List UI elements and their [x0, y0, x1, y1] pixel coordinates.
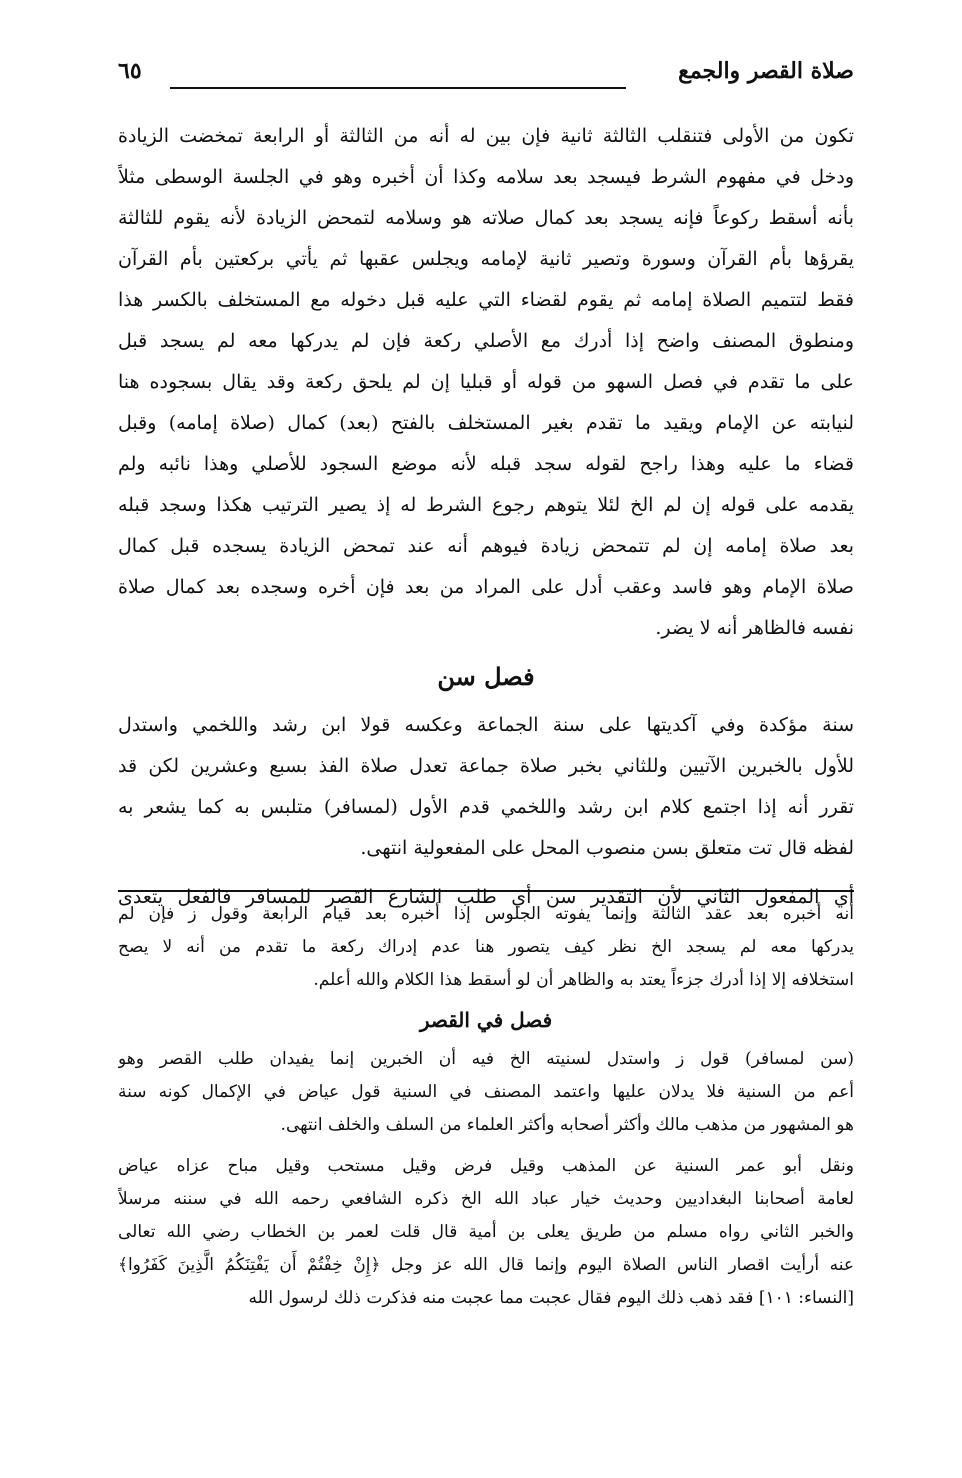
text-line: لنيابته عن الإمام ويقيد ما تقدم بغير المستخلف بالفتح (بعد) كمال (صلاة إمامه) وقبل	[118, 412, 854, 434]
text-line: لفظه قال تت متعلق بسن منصوب المحل على المفعولية انتهى.	[360, 837, 854, 859]
text-line: تقرر أنه إذا اجتمع كلام ابن رشد واللخمي قدم الأول (لمسافر) متلبس به كما يشعر به	[118, 796, 854, 818]
text-line: على ما تقدم في فصل السهو من قوله أو قبليا إن لم يلحق ركعة وقد يقال بسجوده هنا	[118, 371, 854, 393]
main-text	[118, 116, 854, 918]
main-paragraph-1	[118, 116, 854, 649]
text-line: قضاء ما عليه وهذا راجح لقوله سجد قبله لأنه موضع السجود للأصلي وهذا نائبه ولم	[118, 453, 854, 475]
note-line: عنه أرأيت اقصار الناس الصلاة اليوم وإنما قال الله عز وجل ﴿إِنْ خِفْتُمْ أَن يَفْتِنَكُمُ الَّذِينَ كَفَرُوا﴾	[118, 1255, 854, 1275]
note-line: ونقل أبو عمر السنية عن المذهب وقيل فرض وقيل مستحب وقيل مباح عزاه عياض	[118, 1156, 854, 1176]
text-line: ومنطوق المصنف واضح إذا أدرك مع الأصلي ركعة فإن لم يدركها معه لم يسجد قبل	[118, 330, 854, 352]
main-paragraph-2	[118, 705, 854, 869]
text-line: بعد صلاة إمامه إن لم تتمحض زيادة فيوهم أنه عند تمحض الزيادة يسجده قبل كمال	[118, 535, 854, 557]
text-line: تكون من الأولى فتنقلب الثالثة ثانية فإن بين له أنه من الثالثة أو الرابعة تمخضت الزيادة	[118, 125, 854, 147]
note-line: أعم من السنية فلا يدلان عليها واعتمد المصنف في السنية قول عياض في الإكمال كونه سنة	[118, 1082, 854, 1102]
text-line: بأنه أسقط ركوعاً فإنه يسجد بعد كمال صلاته هو وسلامه لتمحض الزيادة لأنه يقوم للثالثة	[118, 207, 854, 229]
text-line: أي المفعول الثاني لأن التقدير سن أي طلب الشارع القصر للمسافر فالفعل يتعدى	[118, 886, 854, 908]
paragraph-gap	[118, 1142, 854, 1150]
footnotes	[118, 898, 854, 1315]
note-line: أنه أخبره بعد عقد الثالثة وإنما يفوته الجلوس إذا أخبره بعد قيام الرابعة وقول ز فإن لم	[118, 904, 854, 924]
text-line: فقط لتتميم الصلاة إمامه ثم يقوم لقضاء التي عليه قبل دخوله مع المستخلف بالكسر هذا	[118, 289, 854, 311]
note-line: لعامة أصحابنا البغداديين وحديث خيار عباد الله الخ ذكره الشافعي رحمه الله في سننه مرسلاً	[118, 1189, 854, 1209]
note-paragraph-2	[118, 1043, 854, 1142]
note-paragraph-1	[118, 898, 854, 997]
note-paragraph-3	[118, 1150, 854, 1315]
note-line: يدركها معه لم يسجد الخ نظر كيف يتصور هنا عدم إدراك ركعة ما تقدم من أنه لا يصح	[118, 937, 854, 957]
section-title: فصل سن	[437, 662, 535, 691]
text-line: ودخل في مفهوم الشرط فيسجد بعد سلامه وكذا أن أخبره وهو في الجلسة الوسطى مثلاً	[118, 166, 854, 188]
paragraph-gap	[118, 869, 854, 877]
text-line: يقرؤها بأم القرآن وسورة وتصير ثانية لإمامه ويجلس عقبها ثم يأتي بركعتين بأم القرآن	[118, 248, 854, 270]
text-line: صلاة الإمام وهو فاسد وعقب أدل على المراد من بعد فإن أخره وسجده بعد كمال صلاة	[118, 576, 854, 598]
text-line: للأول بالخبرين الآتيين وللثاني بخبر صلاة جماعة تعدل صلاة الفذ بسبع وعشرين لكن قد	[118, 755, 854, 777]
note-line: [النساء: ١٠١] فقد ذهب ذلك اليوم فقال عجبت مما عجبت منه فذكرت ذلك لرسول الله	[248, 1288, 854, 1308]
note-section-title: فصل في القصر	[419, 1008, 553, 1032]
text-line: نفسه فالظاهر أنه لا يضر.	[655, 617, 854, 639]
running-title: صلاة القصر والجمع	[678, 58, 854, 84]
note-line: استخلافه إلا إذا أدرك جزءاً يعتد به والظاهر أن لو أسقط هذا الكلام والله أعلم.	[313, 970, 854, 990]
page-number: ٦٥	[118, 58, 142, 84]
note-line: (سن لمسافر) قول ز واستدل لسنيته الخ فيه أن الخبرين إنما يفيدان طلب القصر وهو	[118, 1049, 854, 1069]
header-rule	[170, 87, 626, 89]
note-line: هو المشهور من مذهب مالك وأكثر أصحابه وأكثر العلماء من السلف والخلف انتهى.	[280, 1115, 854, 1135]
page-header	[118, 58, 854, 98]
text-line: سنة مؤكدة وفي آكديتها على سنة الجماعة وعكسه قولا ابن رشد واللخمي واستدل	[118, 714, 854, 736]
note-line: والخبر الثاني رواه مسلم من طريق يعلى بن أمية قال قلت لعمر بن الخطاب رضي الله تعالى	[118, 1222, 854, 1242]
footnote-divider	[118, 890, 854, 892]
text-line: يقدمه على قوله إن لم الخ لئلا يتوهم رجوع الشرط له إذ يصير الترتيب هكذا وسجد قبله	[118, 494, 854, 516]
